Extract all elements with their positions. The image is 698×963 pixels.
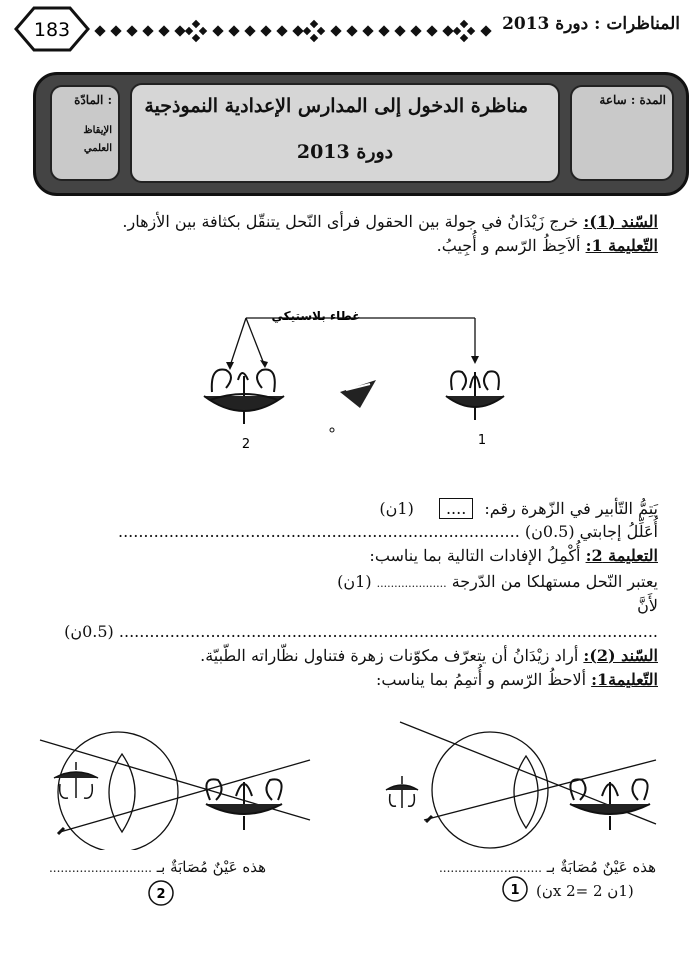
instruction-3 [376, 670, 658, 689]
ornament-diamond [192, 20, 200, 28]
bee-drawing [340, 380, 376, 408]
ornament-diamond [362, 25, 373, 36]
ornament-diamond [330, 25, 341, 36]
exam-session: دورة 2013 [296, 141, 394, 163]
points-1: (1ن) [379, 499, 414, 518]
ornament-diamond [185, 27, 193, 35]
eye-2-caption-line [40, 858, 266, 876]
support-1 [122, 212, 658, 231]
because-line [64, 622, 658, 641]
ornament-diamond [453, 27, 461, 35]
ornament-diamond [310, 20, 318, 28]
subject-value-1: الإيقاظ [83, 125, 112, 136]
eye-2-caption: هذه عَيْنٌ مُصَابَةٌ بـ [156, 858, 266, 876]
ornament-diamond [467, 27, 475, 35]
eyes-diagram [30, 720, 670, 850]
page-number: 183 [33, 19, 71, 41]
eye-2-drawing [40, 732, 310, 850]
ornament-diamond [460, 20, 468, 28]
eye-1-caption-line [420, 858, 656, 876]
support-2 [200, 646, 658, 665]
justify-line [118, 522, 658, 541]
subject-panel [50, 85, 120, 181]
pollination-question [379, 498, 658, 519]
ornament-diamond [228, 25, 239, 36]
eye-1-caption: هذه عَيْنٌ مُصَابَةٌ بـ [546, 858, 656, 876]
ornament-diamond [394, 25, 405, 36]
plastic-cover-label: غطاء بلاستيكي [271, 309, 361, 323]
answer-box[interactable]: .... [439, 498, 473, 519]
eye-1-inverted-flower [386, 776, 418, 808]
ornament-diamond [460, 34, 468, 42]
eye-2-number: 2 [156, 887, 166, 902]
duration-label: المدة : ساعة [599, 93, 666, 107]
points-3: (0.5ن) [64, 622, 114, 641]
ornament-diamond [94, 25, 105, 36]
diamond-ornament [92, 14, 502, 48]
ornament-diamond [212, 25, 223, 36]
subject-label: المادّة : [74, 93, 112, 107]
points-2: (1ن) [337, 572, 372, 591]
page-number-badge [14, 6, 90, 52]
ornament-diamond [310, 34, 318, 42]
because-dots[interactable]: .......................................................................................................... [118, 622, 658, 641]
eye-2-inverted-flower [54, 762, 98, 798]
instruction-1-label: التّعليمة 1: [585, 236, 658, 255]
ornament-diamond [303, 27, 311, 35]
eye-1-dots[interactable]: ........................... [438, 861, 542, 875]
exam-header [33, 72, 689, 196]
instruction-1 [437, 236, 658, 255]
flower-1-drawing [446, 371, 504, 420]
ornament-diamond [199, 27, 207, 35]
title-panel [130, 83, 560, 183]
eye-1-flower [570, 779, 650, 830]
justify-dots[interactable]: ............................................................................... [118, 522, 520, 541]
ornament-diamond [158, 25, 169, 36]
ornament-diamond [410, 25, 421, 36]
ornament-diamond [480, 25, 491, 36]
flower-1-number: 1 [477, 433, 487, 448]
ornament-diamond [110, 25, 121, 36]
eyes-points: (1ن x 2= 2ن) [536, 882, 634, 900]
subject-value-2: العلمي [83, 143, 112, 154]
support-1-label: السّند (1): [583, 212, 658, 231]
instruction-1-text: ألاَحِظُ الرّسم و أُجِيبُ. [436, 236, 581, 255]
ornament-diamond [276, 25, 287, 36]
because-word: لأَنَّ [637, 596, 658, 615]
flower-2-drawing [204, 369, 284, 424]
eye-1-drawing [400, 722, 656, 848]
support-1-text: خرج زَيْدَانُ في جولة بين الحقول فرأى النّحل يتنقّل بكثافة بين الأزهار. [122, 212, 579, 231]
ornament-diamond [378, 25, 389, 36]
ornament-diamond [442, 25, 453, 36]
instruction-2 [369, 546, 658, 565]
ornament-diamond [426, 25, 437, 36]
instruction-2-label: التعليمة 2: [585, 546, 658, 565]
ornament-diamond [346, 25, 357, 36]
ornament-diamond [126, 25, 137, 36]
ornament-diamond [192, 34, 200, 42]
support-2-text: أراد زيْدَانُ أن يتعرّف مكوّنات زهرة فتناول نظّاراته الطّبيّة. [200, 646, 579, 665]
eye-2-number-badge [146, 878, 176, 908]
duration-panel [570, 85, 674, 181]
eye-2-dots[interactable]: ........................... [48, 861, 152, 875]
eye-1-number-badge [500, 874, 530, 904]
eye-1-number: 1 [510, 883, 520, 898]
consumer-dots[interactable]: .................... [376, 577, 447, 590]
justify-text: أُعَلِّلُ إجابتي (0.5ن) [524, 522, 658, 541]
instruction-3-text: ألاحظُ الرّسم و أُتمِمُ بما يناسب: [375, 670, 587, 689]
pollination-text: يَتِمُّ التّأبير في الزّهرة رقم: [484, 499, 658, 518]
flowers-diagram [190, 296, 530, 456]
ornament-diamond [244, 25, 255, 36]
exam-title: مناظرة الدخول إلى المدارس الإعدادية النموذجية [144, 95, 528, 117]
instruction-3-label: التّعليمة1: [591, 670, 658, 689]
support-2-label: السّند (2): [583, 646, 658, 665]
consumer-text: يعتبر النّحل مستهلكا من الدّرجة [451, 572, 658, 591]
flower-2-number: 2 [241, 437, 251, 452]
ornament-diamond [142, 25, 153, 36]
ornament-diamond [260, 25, 271, 36]
ornament-diamond [174, 25, 185, 36]
ornament-diamond [317, 27, 325, 35]
ornament-diamond [292, 25, 303, 36]
instruction-2-text: أُكْمِلُ الإفادات التالية بما يناسب: [369, 546, 581, 565]
consumer-line [337, 572, 658, 591]
contest-label: المناظرات : دورة 2013 [502, 14, 680, 34]
